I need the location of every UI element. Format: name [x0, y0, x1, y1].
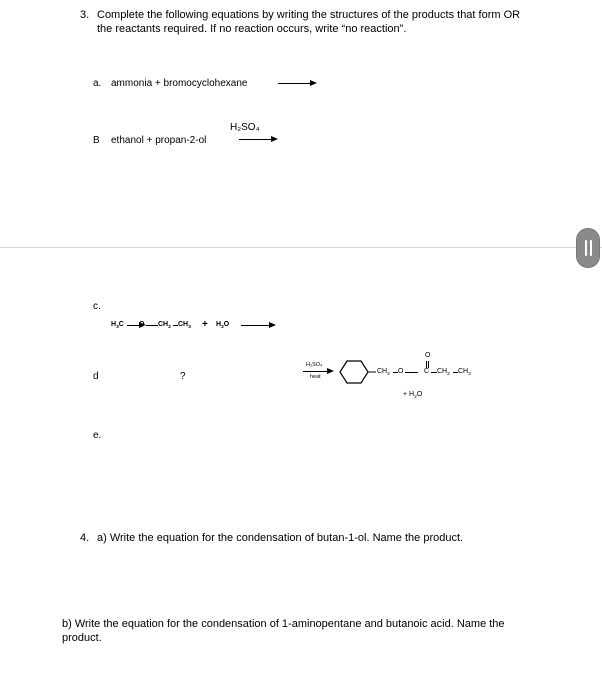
part-d-byproduct: + $H_2O$ — [403, 391, 423, 400]
reaction-arrow-d — [303, 371, 327, 372]
part-c-label: c. — [93, 301, 101, 312]
part-d-condition: heat — [310, 374, 321, 380]
handle-grip-icon — [590, 240, 592, 256]
part-a-label: a. — [93, 78, 102, 89]
part-c-water: $H_2O$ — [216, 321, 230, 330]
part-c-ch3: $CH_3$ — [178, 321, 191, 330]
question-3-number: 3. — [80, 9, 90, 21]
question-4b-line-2: product. — [62, 632, 102, 644]
side-panel-handle[interactable] — [576, 228, 600, 268]
part-c-ch2: $CH_2$ — [158, 321, 171, 330]
part-c-oxygen: O — [139, 321, 145, 328]
part-c-h3c: $H_3C$ — [111, 321, 124, 330]
part-e-label: e. — [93, 430, 102, 441]
part-d-carbon: C — [424, 368, 430, 375]
part-b-catalyst: H₂SO₄ — [230, 122, 260, 133]
part-d-ch2-b: $CH_2$ — [437, 368, 450, 377]
part-b-equation: ethanol + propan-2-ol — [111, 135, 207, 146]
part-d-carbonyl-oxygen: O — [425, 352, 431, 359]
part-d-ch3: $CH_3$ — [458, 368, 471, 377]
question-3-line-1: Complete the following equations by writing the structures of the products that form OR — [97, 9, 521, 21]
part-d-reagent: H₂SO₄ — [306, 362, 323, 368]
benzene-ring-icon — [332, 358, 376, 386]
double-bond — [426, 361, 429, 368]
reaction-arrow-a — [278, 83, 310, 84]
part-c-plus: + — [202, 319, 208, 330]
question-4b-line-1: b) Write the equation for the condensation of 1-aminopentane and butanoic acid. Name the — [62, 618, 505, 630]
handle-grip-icon — [585, 240, 587, 256]
question-4a-text: a) Write the equation for the condensation of butan-1-ol. Name the product. — [97, 532, 464, 544]
reaction-arrow-b — [239, 139, 271, 140]
part-d-oxygen: O — [398, 368, 404, 375]
part-b-label: B — [93, 135, 100, 146]
reaction-arrow-c — [241, 325, 269, 326]
bond-line — [405, 372, 418, 373]
question-4-number: 4. — [80, 532, 90, 544]
part-d-label: d — [93, 371, 99, 382]
part-a-equation: ammonia + bromocyclohexane — [111, 78, 248, 89]
page-divider — [0, 247, 602, 248]
question-3-line-2: the reactants required. If no reaction occurs, write “no reaction”. — [97, 23, 407, 35]
part-d-ch2: $CH_2$ — [377, 368, 390, 377]
bond-line — [127, 325, 139, 326]
bond-line — [146, 325, 158, 326]
part-d-unknown-reactant: ? — [180, 371, 186, 382]
